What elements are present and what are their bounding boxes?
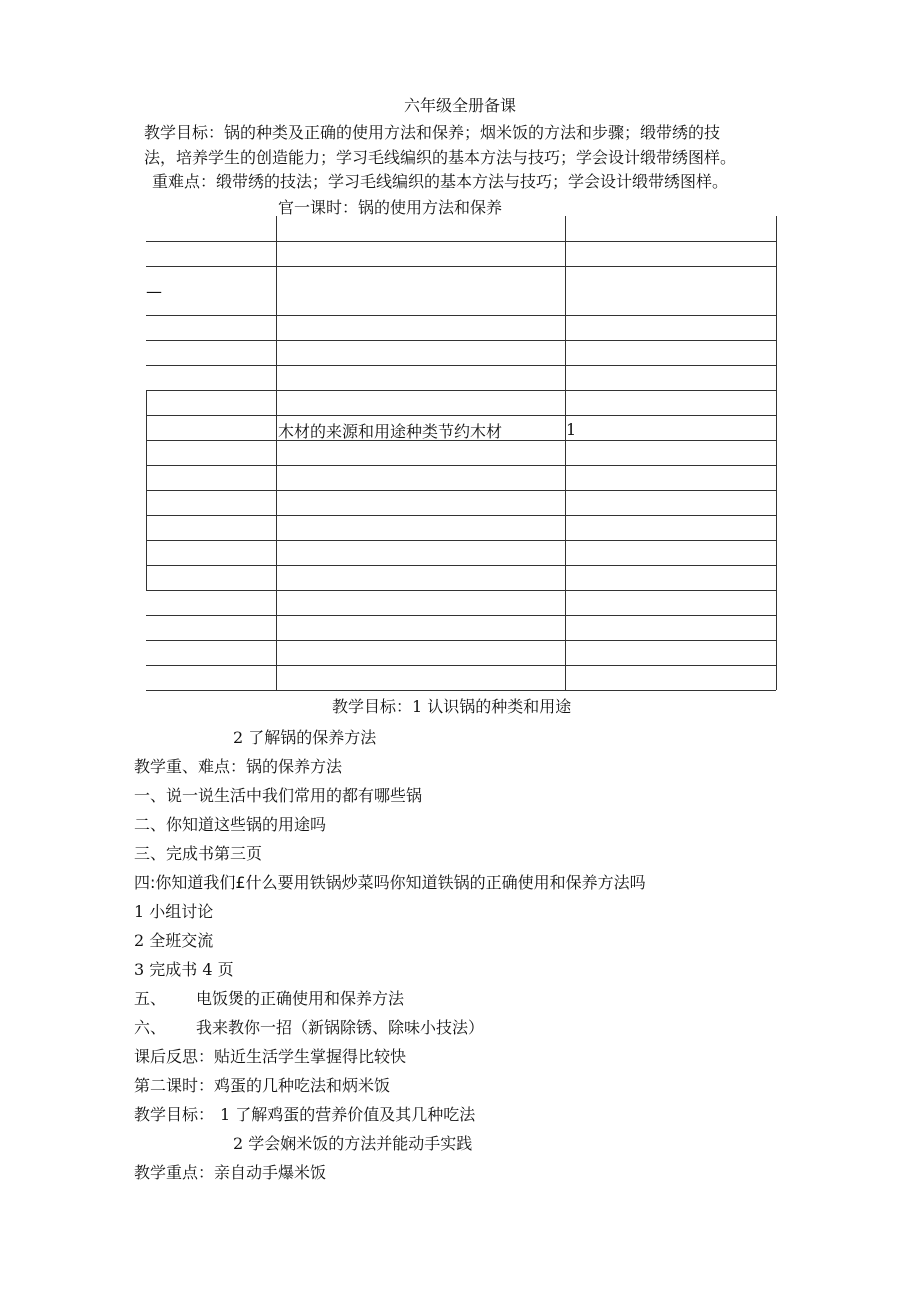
lesson1-sub-1-text: 小组讨论 xyxy=(149,902,214,921)
lesson1-step-1: 一、说一说生活中我们常用的都有哪些锅 xyxy=(134,786,423,805)
lesson1-goal-1 xyxy=(332,697,571,717)
lesson1-step-3: 三、完成书第三页 xyxy=(134,844,263,863)
table-row-topic: 木材的来源和用途种类节约木材 xyxy=(278,422,503,441)
table-row-number: 1 xyxy=(566,420,577,439)
lesson1-sub-3 xyxy=(134,960,234,980)
teaching-goals-line-2: 法，培养学生的创造能力；学习毛线编织的基本方法与技巧；学会设计缎带绣图样。 xyxy=(144,148,737,167)
lesson1-goal-2 xyxy=(233,728,376,748)
lesson1-step-6 xyxy=(134,1018,484,1038)
lesson1-sub-2 xyxy=(134,931,213,951)
lesson2-goal-1-number: 1 xyxy=(220,1105,231,1124)
lesson1-sub-1-number: 1 xyxy=(134,902,145,921)
lesson1-goal-2-number: 2 xyxy=(233,728,244,747)
lesson1-step-2: 二、你知道这些锅的用途吗 xyxy=(134,815,327,834)
lesson2-goal-2 xyxy=(233,1134,472,1154)
lesson1-sub-3-text-b: 页 xyxy=(217,960,234,979)
lesson1-goal-1-number: 1 xyxy=(412,697,423,716)
lesson1-step-5-text: 电饭煲的正确使用和保养方法 xyxy=(196,989,405,1008)
lesson2-goal-label: 教学目标： xyxy=(134,1105,215,1124)
lesson1-sub-3-number: 3 xyxy=(134,960,145,979)
lesson1-reflection: 课后反思：贴近生活学生掌握得比较快 xyxy=(134,1047,407,1066)
lesson1-step-5 xyxy=(134,989,404,1009)
lesson1-step-6-text: 我来教你一招（新锅除锈、除味小技法） xyxy=(196,1018,485,1037)
key-difficult-points: 重难点：缎带绣的技法；学习毛线编织的基本方法与技巧；学会设计缎带绣图样。 xyxy=(152,172,729,191)
lesson1-sub-3-page-number: 4 xyxy=(202,960,213,979)
table-dash-cell: — xyxy=(146,282,162,301)
lesson2-goal-1-text: 了解鸡蛋的营养价值及其几种吃法 xyxy=(235,1105,476,1124)
lesson1-step-4: 四:你知道我们£什么要用铁锅炒菜吗你知道铁锅的正确使用和保养方法吗 xyxy=(134,873,646,892)
lesson1-goal-label: 教学目标： xyxy=(332,697,413,716)
lesson1-sub-2-text: 全班交流 xyxy=(149,931,214,950)
lesson2-title: 第二课时：鸡蛋的几种吃法和炳米饭 xyxy=(134,1076,391,1095)
page-title: 六年级全册备课 xyxy=(403,96,516,115)
lesson1-step-6-label: 六、 xyxy=(134,1018,167,1037)
lesson1-sub-3-text-a: 完成书 xyxy=(149,960,198,979)
lesson2-goal-1 xyxy=(134,1105,475,1125)
lesson1-sub-1 xyxy=(134,902,213,922)
lesson2-keypoint: 教学重点：亲自动手爆米饭 xyxy=(134,1163,327,1182)
table-header-cell: 官一课时：锅的使用方法和保养 xyxy=(278,198,503,217)
lesson2-goal-2-number: 2 xyxy=(233,1134,244,1153)
lesson1-goal-1-text: 认识锅的种类和用途 xyxy=(427,697,572,716)
lesson1-difficulty: 教学重、难点：锅的保养方法 xyxy=(134,757,343,776)
lesson1-sub-2-number: 2 xyxy=(134,931,145,950)
lesson1-step-5-label: 五、 xyxy=(134,989,167,1008)
lesson1-goal-2-text: 了解锅的保养方法 xyxy=(248,728,377,747)
teaching-goals-line-1: 教学目标：锅的种类及正确的使用方法和保养；烟米饭的方法和步骤；缎带绣的技 xyxy=(144,123,721,142)
lesson2-goal-2-text: 学会娴米饭的方法并能动手实践 xyxy=(248,1134,473,1153)
